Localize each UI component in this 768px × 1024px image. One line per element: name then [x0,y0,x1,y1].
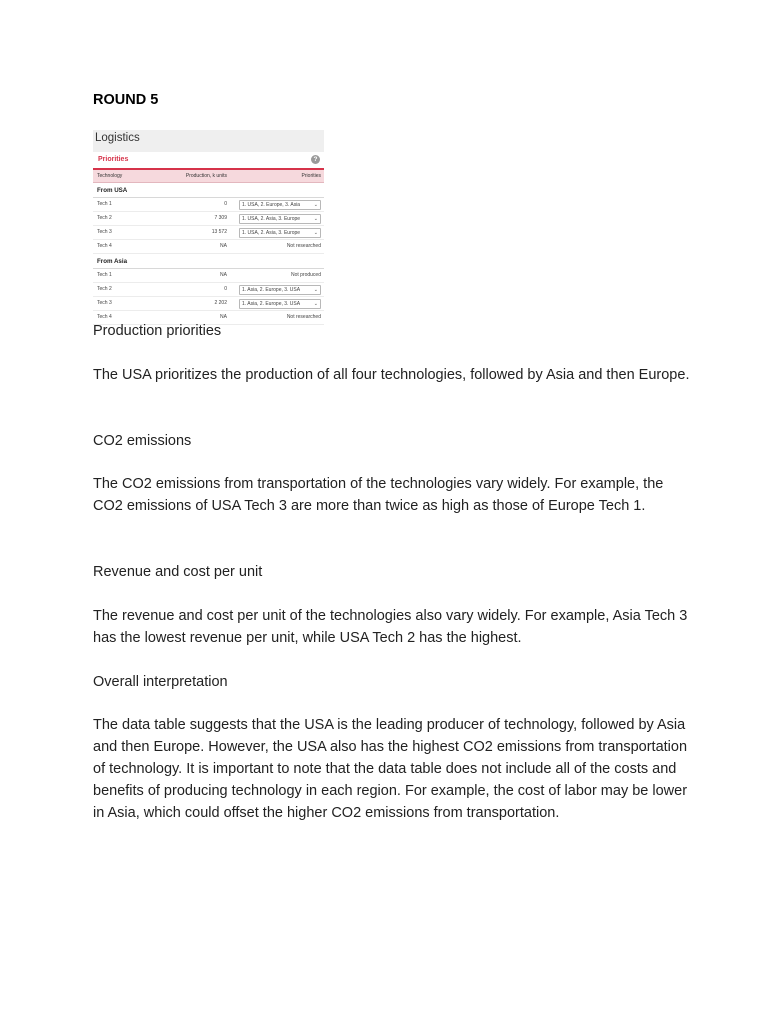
logistics-title: Logistics [93,130,324,152]
paragraph-overall-interpretation: The data table suggests that the USA is the leading producer of technology, followed by Asia and then Europe. However, the USA also has the highest CO2 emissions from transportation of technology. It is important to note that the data table does not include all of the costs and benefits of producing technology in each region. For example, the cost of labor may be lower in Asia, which could offset the higher CO2 emissions from transportation. [93,717,688,821]
paragraph-production-priorities: The USA prioritizes the production of all four technologies, followed by Asia and then Europe. [93,367,690,383]
help-icon: ? [311,155,320,164]
priority-select [239,228,321,238]
round-heading: ROUND 5 [93,92,159,108]
row-priority-status: Not researched [286,314,321,320]
table-row [93,283,324,297]
row-production: 2 202 [214,300,227,306]
row-priority-status: Not researched [286,243,321,249]
table-header [93,170,324,183]
column-priorities: Priorities [301,173,321,179]
table-row [93,269,324,283]
priority-value: 1. Asia, 2. Europe, 3. USA [242,287,301,293]
row-tech: Tech 1 [97,272,112,278]
row-production: 7 309 [214,215,227,221]
priority-value: 1. USA, 2. Europe, 3. Asia [242,202,301,208]
chevron-down-icon: ⌄ [313,301,318,307]
row-tech: Tech 1 [97,201,112,207]
row-production: 13 572 [211,229,227,235]
row-tech: Tech 2 [97,286,112,292]
priority-select [239,285,321,295]
priority-value: 1. USA, 2. Asia, 3. Europe [242,230,301,236]
section-heading-production-priorities: Production priorities [93,323,222,339]
row-tech: Tech 3 [97,229,112,235]
chevron-down-icon: ⌄ [313,287,318,293]
row-tech: Tech 3 [97,300,112,306]
column-production: Production, k units [185,173,227,179]
table-row [93,240,324,254]
section-heading-overall-interpretation: Overall interpretation [93,674,228,690]
row-production: 0 [224,286,227,292]
row-tech: Tech 4 [97,243,112,249]
row-production: 0 [224,201,227,207]
priority-value: 1. Asia, 2. Europe, 3. USA [242,301,301,307]
section-heading-co2-emissions: CO2 emissions [93,433,192,449]
row-tech: Tech 4 [97,314,112,320]
paragraph-revenue-cost: The revenue and cost per unit of the technologies also vary widely. For example, Asia Tech 3 has the lowest revenue per unit, while USA Tech 2 has the highest. [93,608,688,646]
priority-value: 1. USA, 2. Asia, 3. Europe [242,216,301,222]
priority-select [239,200,321,210]
paragraph-co2-emissions: The CO2 emissions from transportation of the technologies vary widely. For example, the CO2 emissions of USA Tech 3 are more than twice as high as those of Europe Tech 1. [93,476,664,514]
row-priority-status: Not produced [290,272,321,278]
chevron-down-icon: ⌄ [313,230,318,236]
table-row [93,226,324,240]
priority-select [239,299,321,309]
table-row [93,212,324,226]
table-row [93,198,324,212]
tab-priorities: Priorities [98,156,129,163]
row-tech: Tech 2 [97,215,112,221]
row-production: NA [220,243,227,249]
table-row [93,297,324,311]
group-from-usa: From USA [93,183,324,198]
group-from-asia: From Asia [93,254,324,269]
priority-select [239,214,321,224]
logistics-screenshot [93,130,324,320]
chevron-down-icon: ⌄ [313,216,318,222]
logistics-tab-bar [93,153,324,170]
chevron-down-icon: ⌄ [313,202,318,208]
column-technology: Technology [97,173,123,179]
row-production: NA [220,272,227,278]
section-heading-revenue-cost: Revenue and cost per unit [93,564,263,580]
row-production: NA [220,314,227,320]
